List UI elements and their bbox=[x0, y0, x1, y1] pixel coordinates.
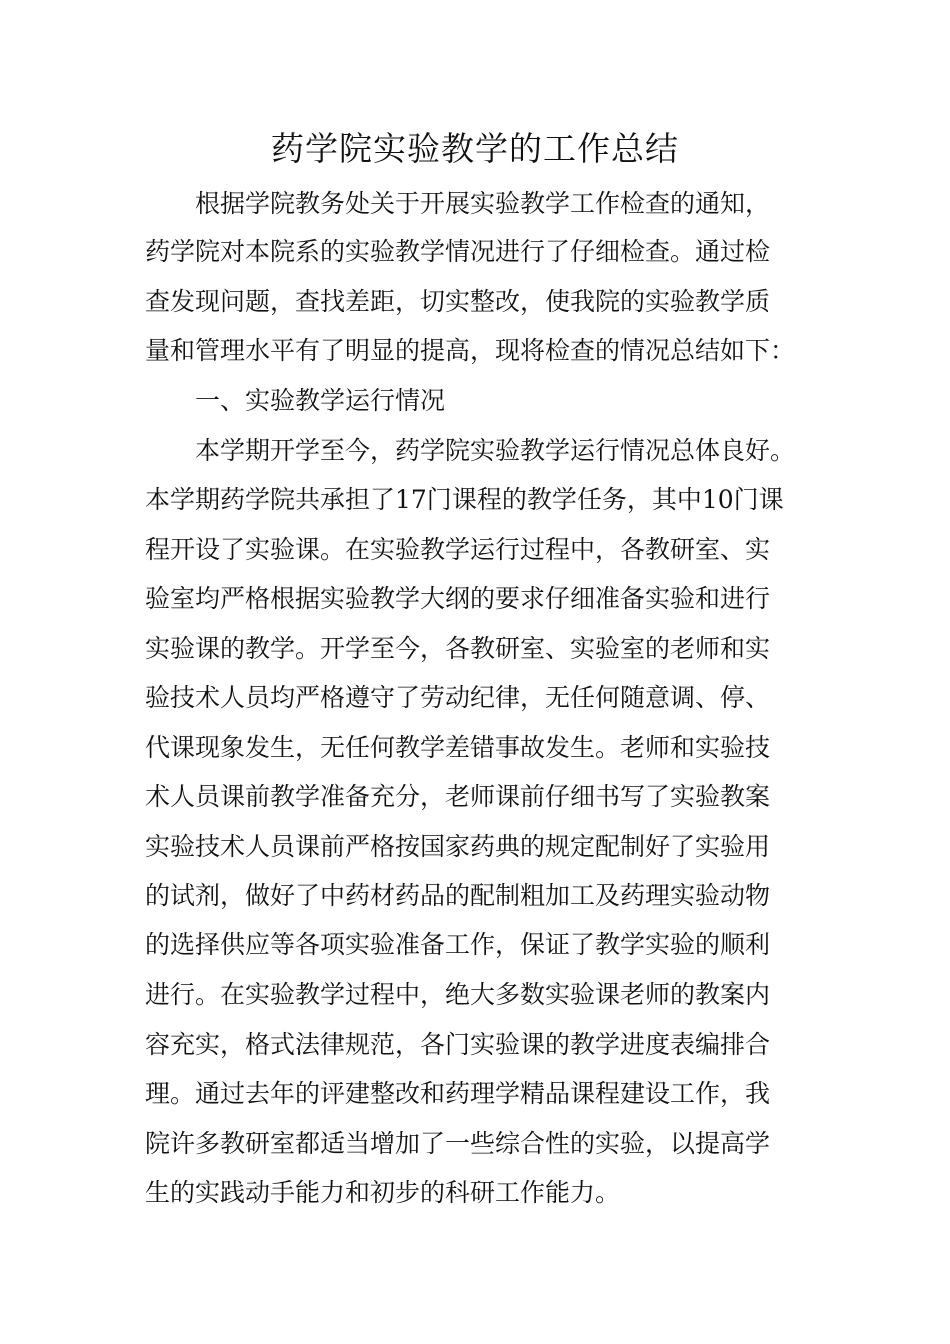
text-line: 验技术人员均严格遵守了劳动纪律，无任何随意调、停、 bbox=[145, 683, 771, 712]
text-line: 查发现问题，查找差距，切实整改，使我院的实验教学质 bbox=[145, 287, 771, 316]
text-line: 院许多教研室都适当增加了一些综合性的实验，以提高学 bbox=[145, 1129, 771, 1158]
text-line: 验室均严格根据实验教学大纲的要求仔细准备实验和进行 bbox=[145, 584, 771, 613]
text-line: 本学期药学院共承担了17门课程的教学任务，其中10门课 bbox=[145, 485, 784, 514]
text-line: 的选择供应等各项实验准备工作，保证了教学实验的顺利 bbox=[145, 930, 771, 959]
text-line: 进行。在实验教学过程中，绝大多数实验课老师的教案内 bbox=[145, 980, 771, 1009]
text-line: 术人员课前教学准备充分，老师课前仔细书写了实验教案 bbox=[145, 782, 771, 811]
text-line: 药学院对本院系的实验教学情况进行了仔细检查。通过检 bbox=[145, 237, 771, 266]
text-line: 生的实践动手能力和初步的科研工作能力。 bbox=[145, 1178, 621, 1207]
document-title: 药学院实验教学的工作总结 bbox=[271, 129, 679, 168]
text-line: 根据学院教务处关于开展实验教学工作检查的通知， bbox=[145, 189, 771, 218]
section-heading: 一、实验教学运行情况 bbox=[145, 386, 446, 415]
text-line: 量和管理水平有了明显的提高，现将检查的情况总结如下： bbox=[145, 336, 796, 365]
text-line: 代课现象发生，无任何教学差错事故发生。老师和实验技 bbox=[145, 733, 771, 762]
text-line: 容充实，格式法律规范，各门实验课的教学进度表编排合 bbox=[145, 1030, 771, 1059]
text-line: 本学期开学至今，药学院实验教学运行情况总体良好。 bbox=[145, 436, 796, 465]
text-line: 理。通过去年的评建整改和药理学精品课程建设工作，我 bbox=[145, 1079, 771, 1108]
text-line: 程开设了实验课。在实验教学运行过程中，各教研室、实 bbox=[145, 535, 771, 564]
text-line: 的试剂，做好了中药材药品的配制粗加工及药理实验动物 bbox=[145, 881, 771, 910]
text-line: 实验技术人员课前严格按国家药典的规定配制好了实验用 bbox=[145, 832, 771, 861]
text-line: 实验课的教学。开学至今，各教研室、实验室的老师和实 bbox=[145, 634, 771, 663]
